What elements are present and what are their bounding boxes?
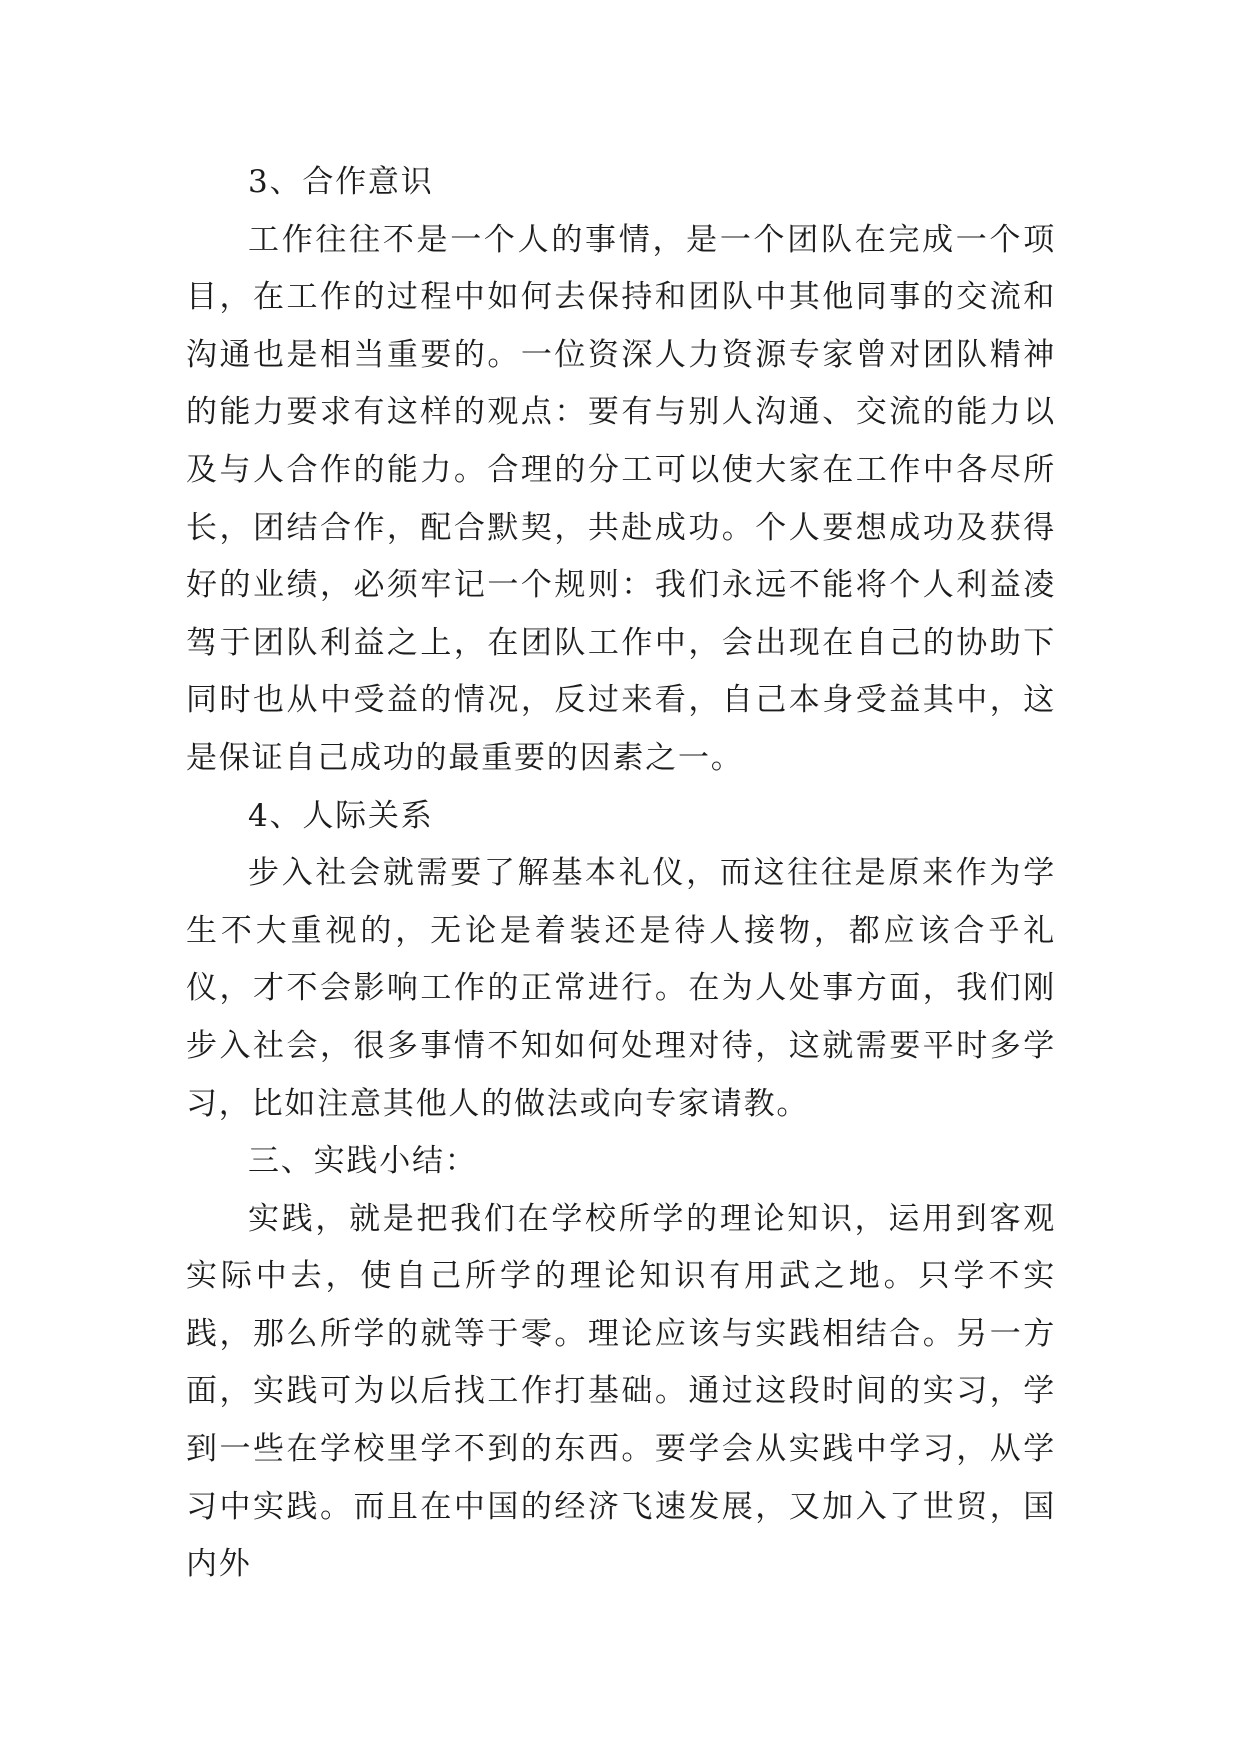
section-heading-relationships: 4、人际关系 bbox=[248, 797, 434, 834]
section-paragraph-practice-summary: 实践，就是把我们在学校所学的理论知识，运用到客观实际中去，使自己所学的理论知识有用武之地。只学不实践，那么所学的就等于零。理论应该与实践相结合。另一方面，实践可为以后找工作打基础。通过这段时间的实习，学到一些在学校里学不到的东西。要学会从实践中学习，从学习中实践。而且在中国的经济飞速发展，又加入了世贸，国内外 bbox=[186, 1200, 1056, 1583]
section-heading-cooperation: 3、合作意识 bbox=[248, 164, 434, 200]
section-paragraph-cooperation: 工作往往不是一个人的事情，是一个团队在完成一个项目，在工作的过程中如何去保持和团队中其他同事的交流和沟通也是相当重要的。一位资深人力资源专家曾对团队精神的能力要求有这样的观点：要有与别人沟通、交流的能力以及与人合作的能力。合理的分工可以使大家在工作中各尽所长，团结合作，配合默契，共赴成功。个人要想成功及获得好的业绩，必须牢记一个规则：我们永远不能将个人利益凌驾于团队利益之上，在团队工作中，会出现在自己的协助下同时也从中受益的情况，反过来看，自己本身受益其中，这是保证自己成功的最重要的因素之一。 bbox=[186, 221, 1056, 776]
section-paragraph-relationships: 步入社会就需要了解基本礼仪，而这往往是原来作为学生不大重视的，无论是着装还是待人接物，都应该合乎礼仪，才不会影响工作的正常进行。在为人处事方面，我们刚步入社会，很多事情不知如何处理对待，这就需要平时多学习，比如注意其他人的做法或向专家请教。 bbox=[186, 855, 1056, 1122]
section-heading-practice-summary: 三、实践小结： bbox=[248, 1143, 478, 1180]
document-body bbox=[186, 154, 1056, 1594]
